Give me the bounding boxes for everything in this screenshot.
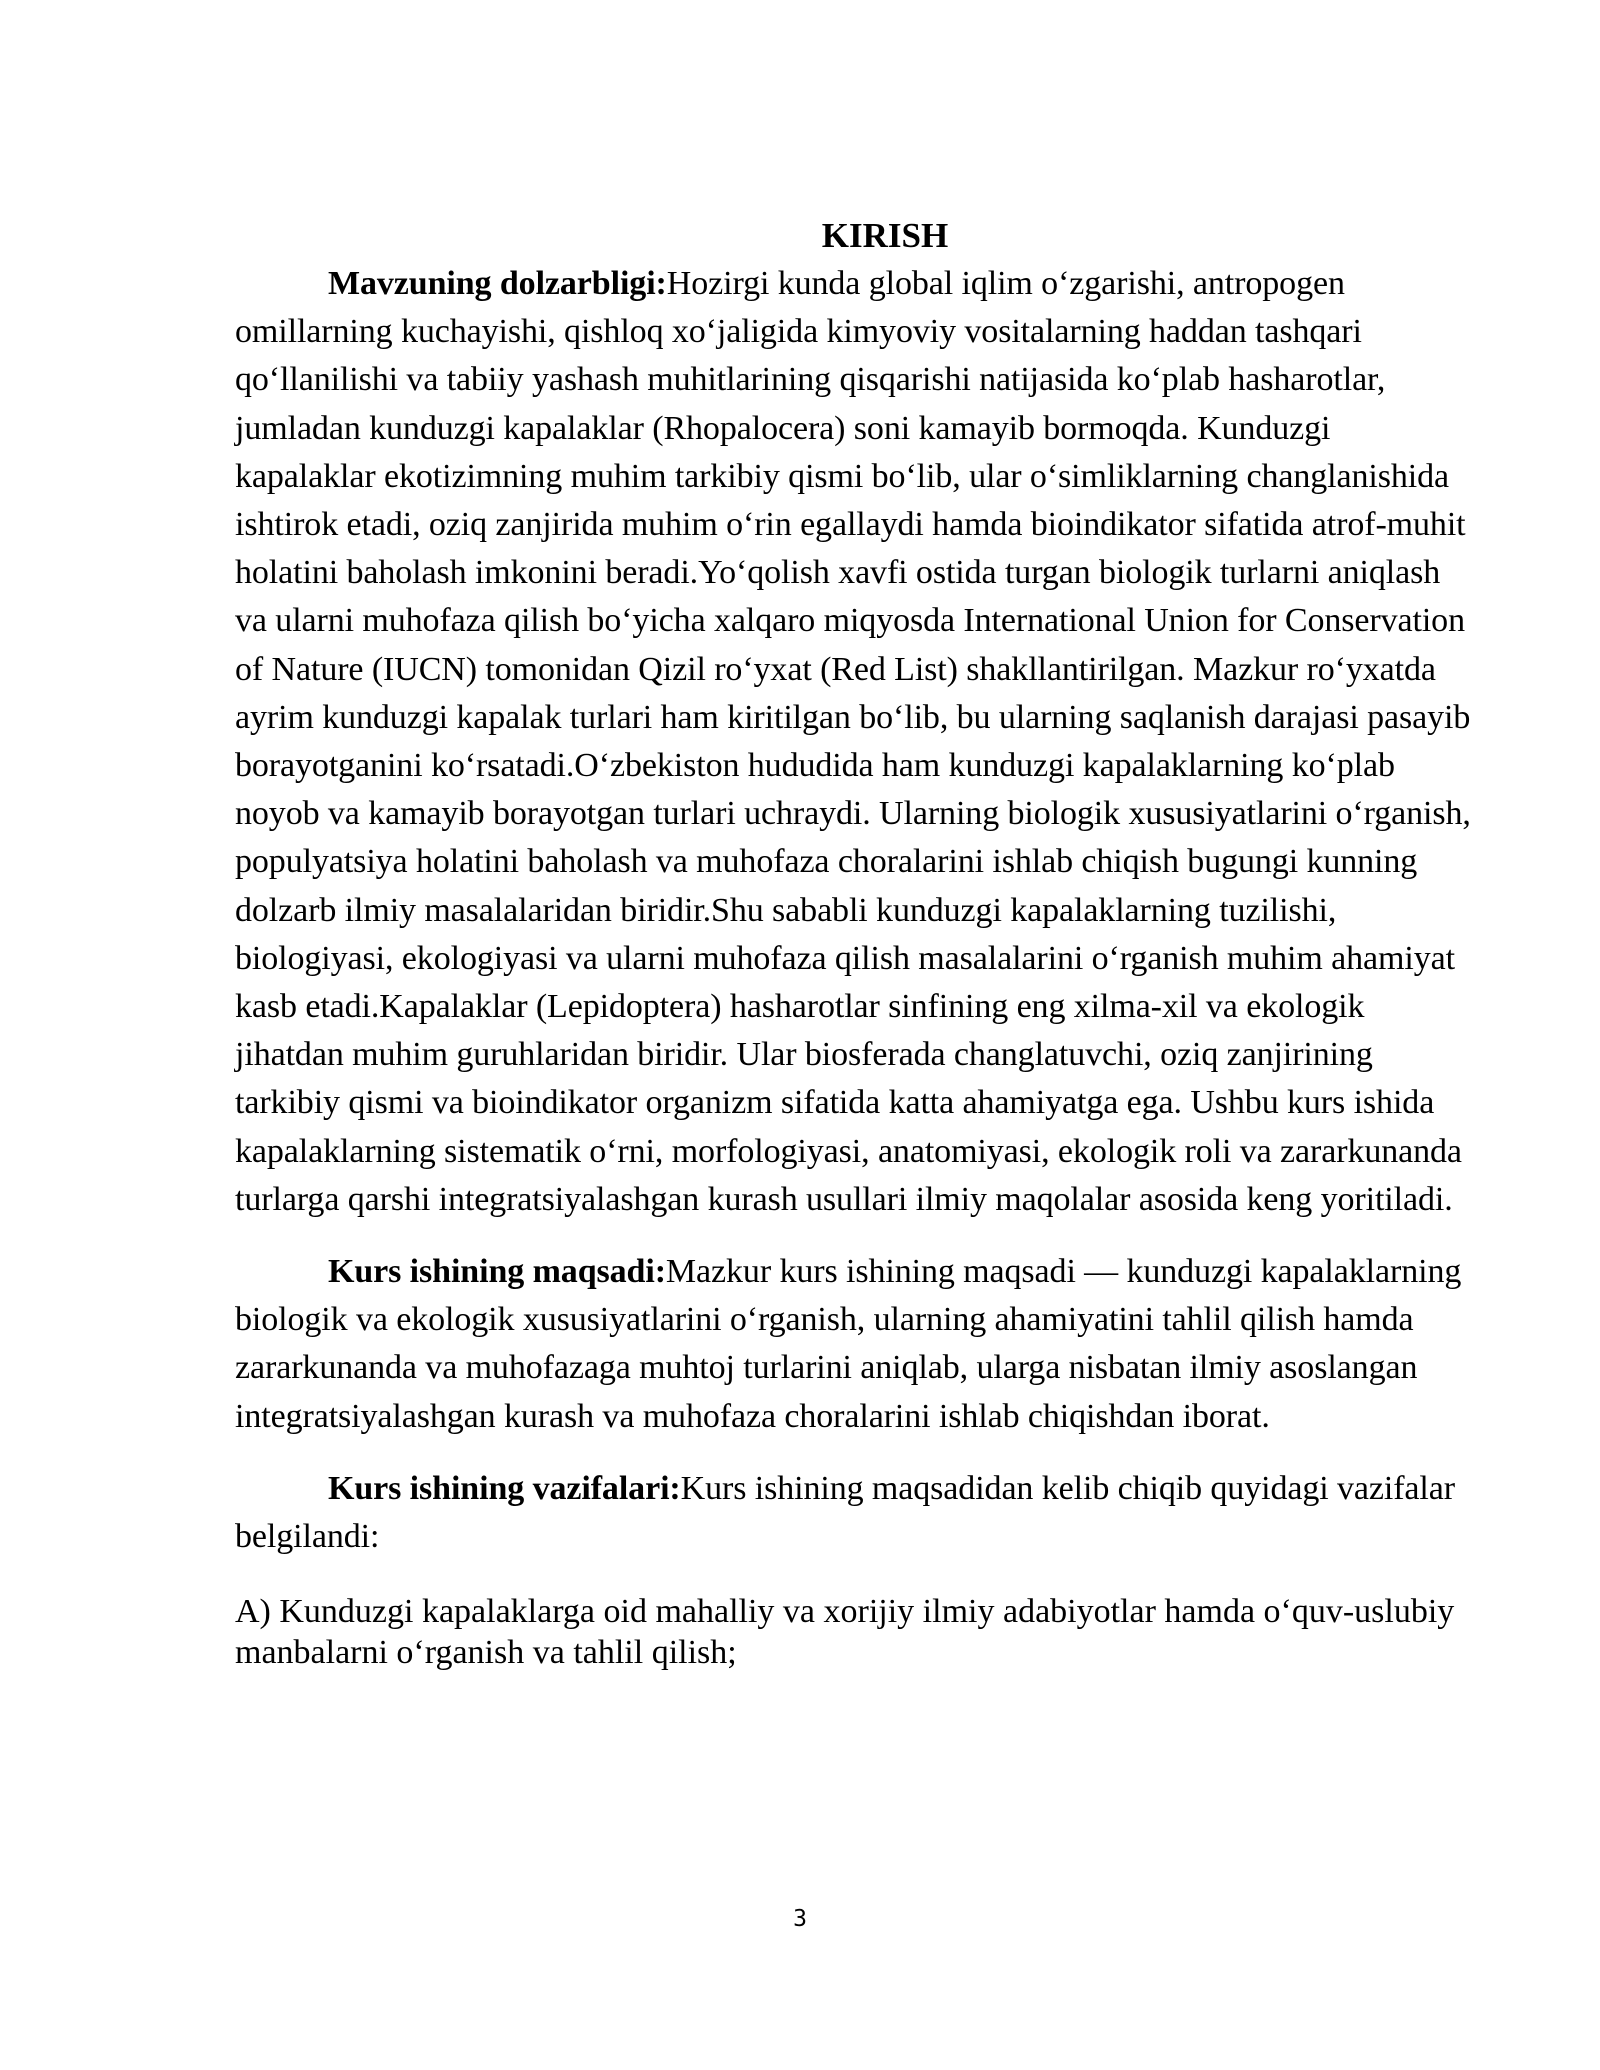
page-number: 3: [793, 1906, 807, 1932]
relevance-text: Hozirgi kunda global iqlim o‘zgarishi, antropogen omillarning kuchayishi, qishloq xo‘jaligida kimyoviy vositalarning haddan tashqari qo‘llanilishi va tabiiy yashash muhitlarining qisqarishi natijasida ko‘plab hasharotlar, jumladan kunduzgi kapalaklar (Rhopalocera) soni kamayib bormoqda. Kunduzgi kapalaklar ekotizimning muhim tarkibiy qismi bo‘lib, ular o‘simliklarning changlanishida ishtirok etadi, oziq zanjirida muhim o‘rin egallaydi hamda bioindikator sifatida atrof-muhit holatini baholash imkonini beradi.Yo‘qolish xavfi ostida turgan biologik turlarni aniqlash va ularni muhofaza qilish bo‘yicha xalqaro miqyosda International Union for Conservation of Nature (IUCN) tomonidan Qizil ro‘yxat (Red List) shakllantirilgan. Mazkur ro‘yxatda ayrim kunduzgi kapalak turlari ham kiritilgan bo‘lib, bu ularning saqlanish darajasi pasayib borayotganini ko‘rsatadi.O‘zbekiston hududida ham kunduzgi kapalaklarning ko‘plab noyob va kamayib borayotgan turlari uchraydi. Ularning biologik xususiyatlarini o‘rganish, populyatsiya holatini baholash va muhofaza choralarini ishlab chiqish bugungi kunning dolzarb ilmiy masalalaridan biridir.Shu sababli kunduzgi kapalaklarning tuzilishi, biologiyasi, ekologiyasi va ularni muhofaza qilish masalalarini o‘rganish muhim ahamiyat kasb etadi.Kapalaklar (Lepidoptera) hasharotlar sinfining eng xilma-xil va ekologik jihatdan muhim guruhlaridan biridir. Ular biosferada changlatuvchi, oziq zanjirining tarkibiy qismi va bioindikator organizm sifatida katta ahamiyatga ega. Ushbu kurs ishida kapalaklarning sistematik o‘rni, morfologiyasi, anatomiyasi, ekologik roli va zararkunanda turlarga qarshi integratsiyalashgan kurash usullari ilmiy maqolalar asosida keng yoritiladi.: [235, 265, 1471, 1218]
relevance-paragraph: [235, 260, 1475, 1224]
section-title: KIRISH: [821, 216, 949, 255]
task-list-item: A) Kunduzgi kapalaklarga oid mahalliy va xorijiy ilmiy adabiyotlar hamda o‘quv-uslubiy manbalarni o‘rganish va tahlil qilish;: [235, 1593, 1455, 1672]
tasks-heading: Kurs ishining vazifalari:: [328, 1469, 681, 1507]
relevance-heading: Mavzuning dolzarbligi:: [328, 265, 667, 302]
goal-text: Mazkur kurs ishining maqsadi — kunduzgi kapalaklarning biologik va ekologik xususiyatlarini o‘rganish, ularning ahamiyatini tahlil qilish hamda zararkunanda va muhofazaga muhtoj turlarini aniqlab, ularga nisbatan ilmiy asoslangan integratsiyalashgan kurash va muhofaza choralarini ishlab chiqishdan iborat.: [235, 1253, 1462, 1435]
goal-heading: Kurs ishining maqsadi:: [328, 1253, 666, 1291]
document-page: [235, 212, 1475, 1673]
tasks-paragraph: [235, 1465, 1475, 1561]
goal-paragraph: [235, 1248, 1475, 1441]
tasks-text: Kurs ishining maqsadidan kelib chiqib quyidagi vazifalar belgilandi:: [235, 1469, 1455, 1556]
